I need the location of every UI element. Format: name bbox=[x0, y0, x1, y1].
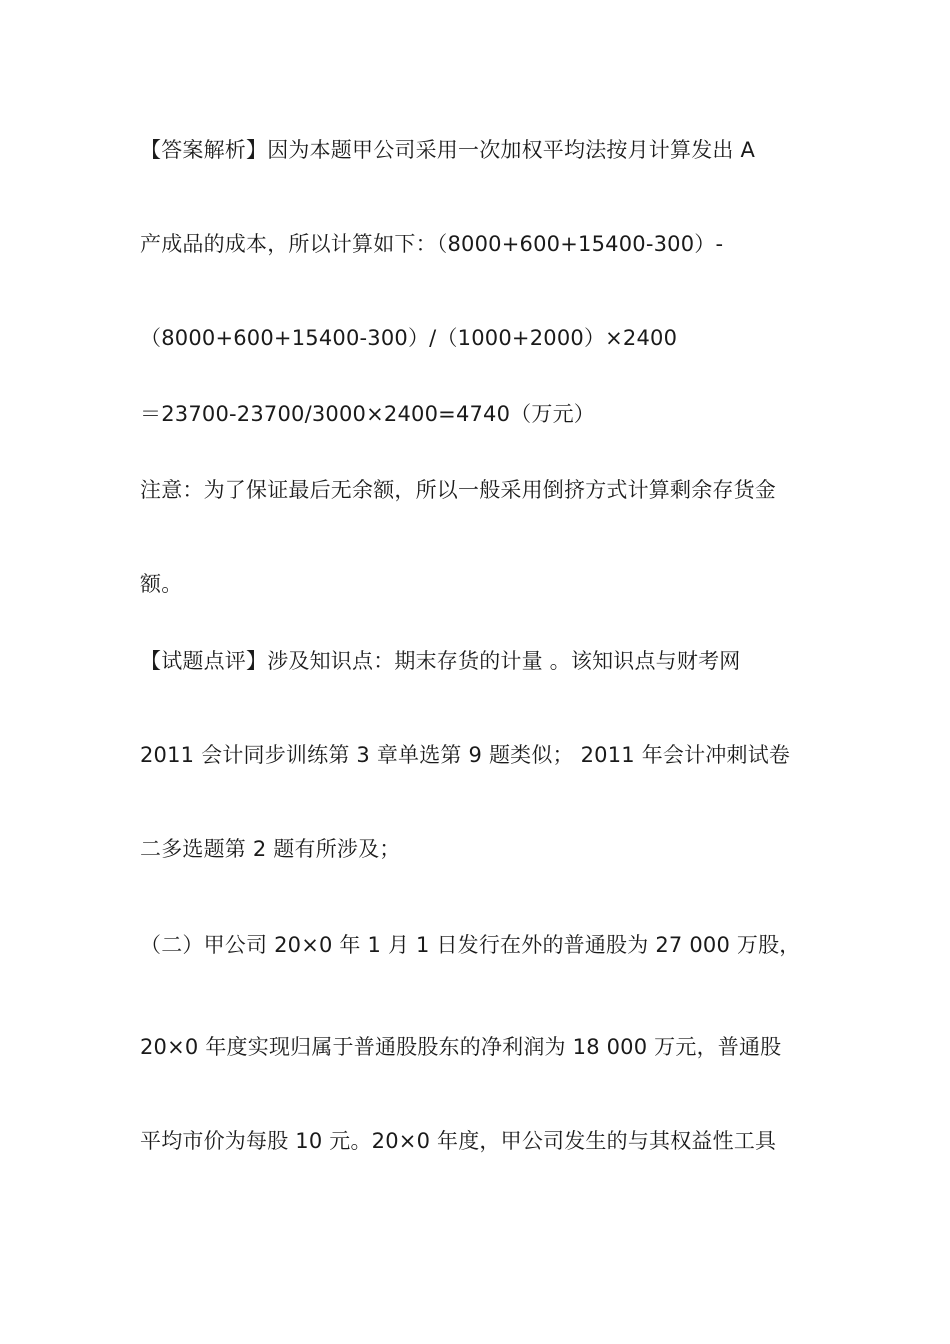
note-line-2: 额。 bbox=[140, 572, 183, 596]
formula-line-1: （8000+600+15400-300）/（1000+2000）×2400 bbox=[140, 326, 678, 350]
comment-line-1: 【试题点评】涉及知识点：期末存货的计量 。该知识点与财考网 bbox=[140, 649, 741, 673]
formula-line-2: ＝23700-23700/3000×2400=4740（万元） bbox=[140, 402, 595, 426]
answer-analysis-line-1: 【答案解析】因为本题甲公司采用一次加权平均法按月计算发出 A bbox=[140, 138, 756, 162]
question-line-3: 平均市价为每股 10 元。20×0 年度，甲公司发生的与其权益性工具 bbox=[140, 1129, 777, 1153]
comment-line-3: 二多选题第 2 题有所涉及； bbox=[140, 837, 401, 861]
note-line-1: 注意：为了保证最后无余额，所以一般采用倒挤方式计算剩余存货金 bbox=[140, 478, 776, 502]
question-line-1: （二）甲公司 20×0 年 1 月 1 日发行在外的普通股为 27 000 万股， bbox=[140, 933, 801, 957]
answer-analysis-line-2: 产成品的成本，所以计算如下：（8000+600+15400-300）- bbox=[140, 232, 724, 256]
question-line-2: 20×0 年度实现归属于普通股股东的净利润为 18 000 万元，普通股 bbox=[140, 1035, 782, 1059]
comment-line-2: 2011 会计同步训练第 3 章单选第 9 题类似； 2011 年会计冲刺试卷 bbox=[140, 743, 791, 767]
